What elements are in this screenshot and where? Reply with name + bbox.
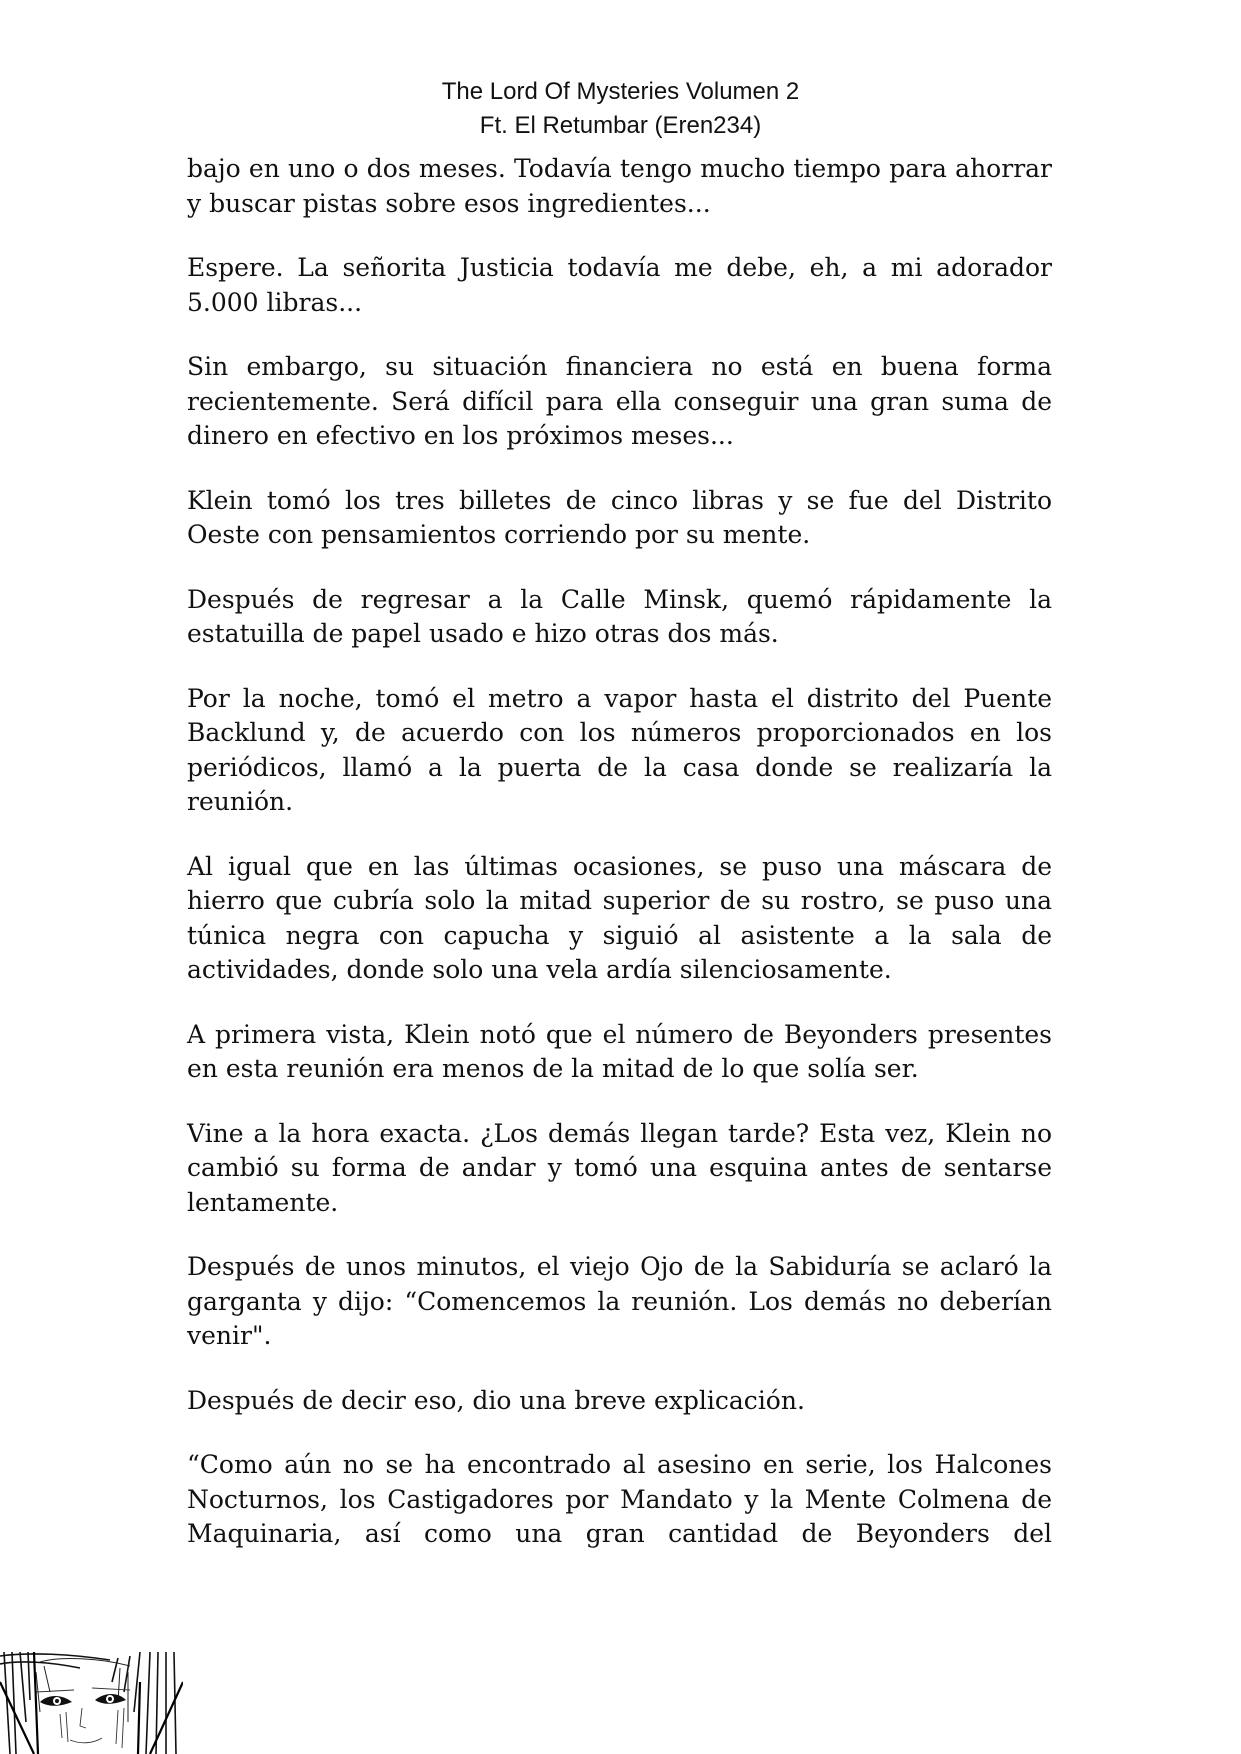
paragraph: Después de decir eso, dio una breve explicación. <box>187 1385 805 1415</box>
paragraph: Sin embargo, su situación financiera no está en buena forma recientemente. Será difícil para ella conseguir una gran suma de dinero en efectivo en los próximos meses... <box>187 352 1052 450</box>
paragraph: Por la noche, tomó el metro a vapor hasta el distrito del Puente Backlund y, de acuerdo con los números proporcionados en los periódicos, llamó a la puerta de la casa donde se realizaría la reunión. <box>187 683 1052 816</box>
portrait-illustration <box>0 1652 183 1754</box>
document-title: The Lord Of Mysteries Volumen 2 <box>441 78 800 105</box>
paragraph: Espere. La señorita Justicia todavía me debe, eh, a mi adorador 5.000 libras... <box>187 253 1052 317</box>
paragraph: Después de unos minutos, el viejo Ojo de la Sabiduría se aclaró la garganta y dijo: “Comencemos la reunión. Los demás no deberían venir". <box>187 1252 1052 1350</box>
paragraph: Al igual que en las últimas ocasiones, se puso una máscara de hierro que cubría solo la mitad superior de su rostro, se puso una túnica negra con capucha y siguió al asistente a la sala de actividades, donde solo una vela ardía silenciosamente. <box>187 851 1052 984</box>
corner-portrait-image <box>0 1652 183 1754</box>
paragraph: A primera vista, Klein notó que el número de Beyonders presentes en esta reunión era menos de la mitad de lo que solía ser. <box>187 1019 1052 1083</box>
page-body <box>187 152 1052 1552</box>
paragraph: Vine a la hora exacta. ¿Los demás llegan tarde? Esta vez, Klein no cambió su forma de andar y tomó una esquina antes de sentarse lentamente. <box>187 1118 1052 1217</box>
page-header <box>0 75 1241 143</box>
paragraph: Después de regresar a la Calle Minsk, quemó rápidamente la estatuilla de papel usado e hizo otras dos más. <box>187 584 1052 648</box>
document-subtitle: Ft. El Retumbar (Eren234) <box>479 112 762 139</box>
paragraph: bajo en uno o dos meses. Todavía tengo mucho tiempo para ahorrar y buscar pistas sobre esos ingredientes... <box>187 154 1052 218</box>
paragraph: “Como aún no se ha encontrado al asesino en serie, los Halcones Nocturnos, los Castigadores por Mandato y la Mente Colmena de Maquinaria, así como una gran cantidad de Beyonders del <box>187 1450 1052 1548</box>
paragraph: Klein tomó los tres billetes de cinco libras y se fue del Distrito Oeste con pensamientos corriendo por su mente. <box>187 485 1052 549</box>
